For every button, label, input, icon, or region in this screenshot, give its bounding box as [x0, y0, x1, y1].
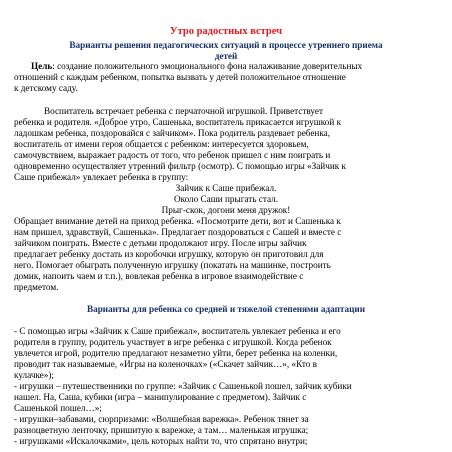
para2-line: Обращает внимание детей на приход ребенка. «Посмотрите дети, вот и Сашенька к	[14, 216, 341, 226]
list-line: разноцветную ленточку, пришитую к варежке, а там… маленькая игрушка;	[14, 425, 309, 435]
para1-line: Саше прибежал» увлекает ребенка в группу:	[14, 172, 189, 182]
para2-line: предметом.	[14, 282, 59, 292]
list-line: - игрушки – путешественники по группе: «Зайчик с Сашенькой пошел, зайчик кубики	[14, 381, 352, 391]
para1-line: ладошкам ребенка, поздоровайся с зайчиком». Пока родитель раздевает ребенка,	[14, 128, 331, 138]
doc-subtitle-line-1: Варианты решения педагогических ситуаций в процессе утреннего приема	[69, 40, 383, 50]
list-line: - игрушками «Искалочками», цель которых найти то, что спрятано внутри;	[14, 436, 308, 446]
para2-line: него. Помогает обыграть полученную игрушку (покатать на машинке, построить	[14, 260, 331, 270]
para1-line: одновременно осуществляет утренний фильтр (осмотр). С помощью игры «Зайчик к	[14, 161, 346, 171]
list-line: Сашенькой пошел…»;	[14, 403, 102, 413]
para2-line: предлагает ребенку достать из коробочки игрушку, которую он приготовил для	[14, 249, 324, 259]
list-line: нашел. На, Саша, кубики (игра – манипулирование с предметом). Зайчик с	[14, 392, 307, 402]
doc-title: Утро радостных встреч	[169, 27, 283, 37]
goal-line-2: отношений с каждым ребенком, попытка вызвать у детей положительное отношение	[14, 72, 346, 82]
list-line: родителя в группу, родитель участвует в игре ребенка с игрушкой. Когда ребенок	[14, 337, 332, 347]
list-line: кулачке»);	[14, 370, 54, 380]
para1-line: ребенка и родителя. «Доброе утро, Сашенька, воспитатель прикасается игрушкой к	[14, 117, 342, 127]
goal-label: Цель	[31, 61, 53, 71]
poem-line: Прыг-скок, догони меня дружок!	[161, 205, 291, 215]
section-title: Варианты для ребенка со средней и тяжелой степенями адаптации	[86, 304, 366, 314]
para1-line: Воспитатель встречает ребенка с перчаточной игрушкой. Приветствует	[44, 106, 323, 116]
list-line: - С помощью игры «Зайчик к Саше прибежал», воспитатель увлекает ребенка и его	[14, 326, 341, 336]
goal-line-1	[31, 61, 441, 71]
para2-line: зайчиком поиграть. Вместе с детьми продолжают игру. После игры зайчик	[14, 238, 307, 248]
goal-text-1: : создание положительного эмоционального фона налаживание доверительных	[52, 61, 363, 71]
poem-line: Зайчик к Саше прибежал.	[175, 183, 277, 193]
poem-line: Около Саши прыгать стал.	[173, 194, 279, 204]
para2-line: домик, напоить чаем и т.п.), вовлекая ребенка в игровое взаимодействие с	[14, 271, 304, 281]
goal-line-3: к детскому саду.	[14, 83, 78, 93]
list-line: увлечется игрой, родителю предлагают незаметно уйти, берет ребенка на коленки,	[14, 348, 338, 358]
para2-line: нам пришел, здравствуй, Сашенька». Предлагает поздороваться с Сашей и вместе с	[14, 227, 342, 237]
list-line: - игрушки–забавами, сюрпризами: «Волшебная варежка». Ребенок тянет за	[14, 414, 309, 424]
doc-subtitle-line-2: детей	[214, 51, 238, 61]
para1-line: воспитатель от имени героя общается с ребенком: интересуется здоровьем,	[14, 139, 309, 149]
list-line: проводит так называемые, «Игры на коленочках» («Скачет зайчик…», «Кто в	[14, 359, 317, 369]
para1-line: самочувствием, выражает радость от того, что ребенок пришел с ним поиграть и	[14, 150, 331, 160]
